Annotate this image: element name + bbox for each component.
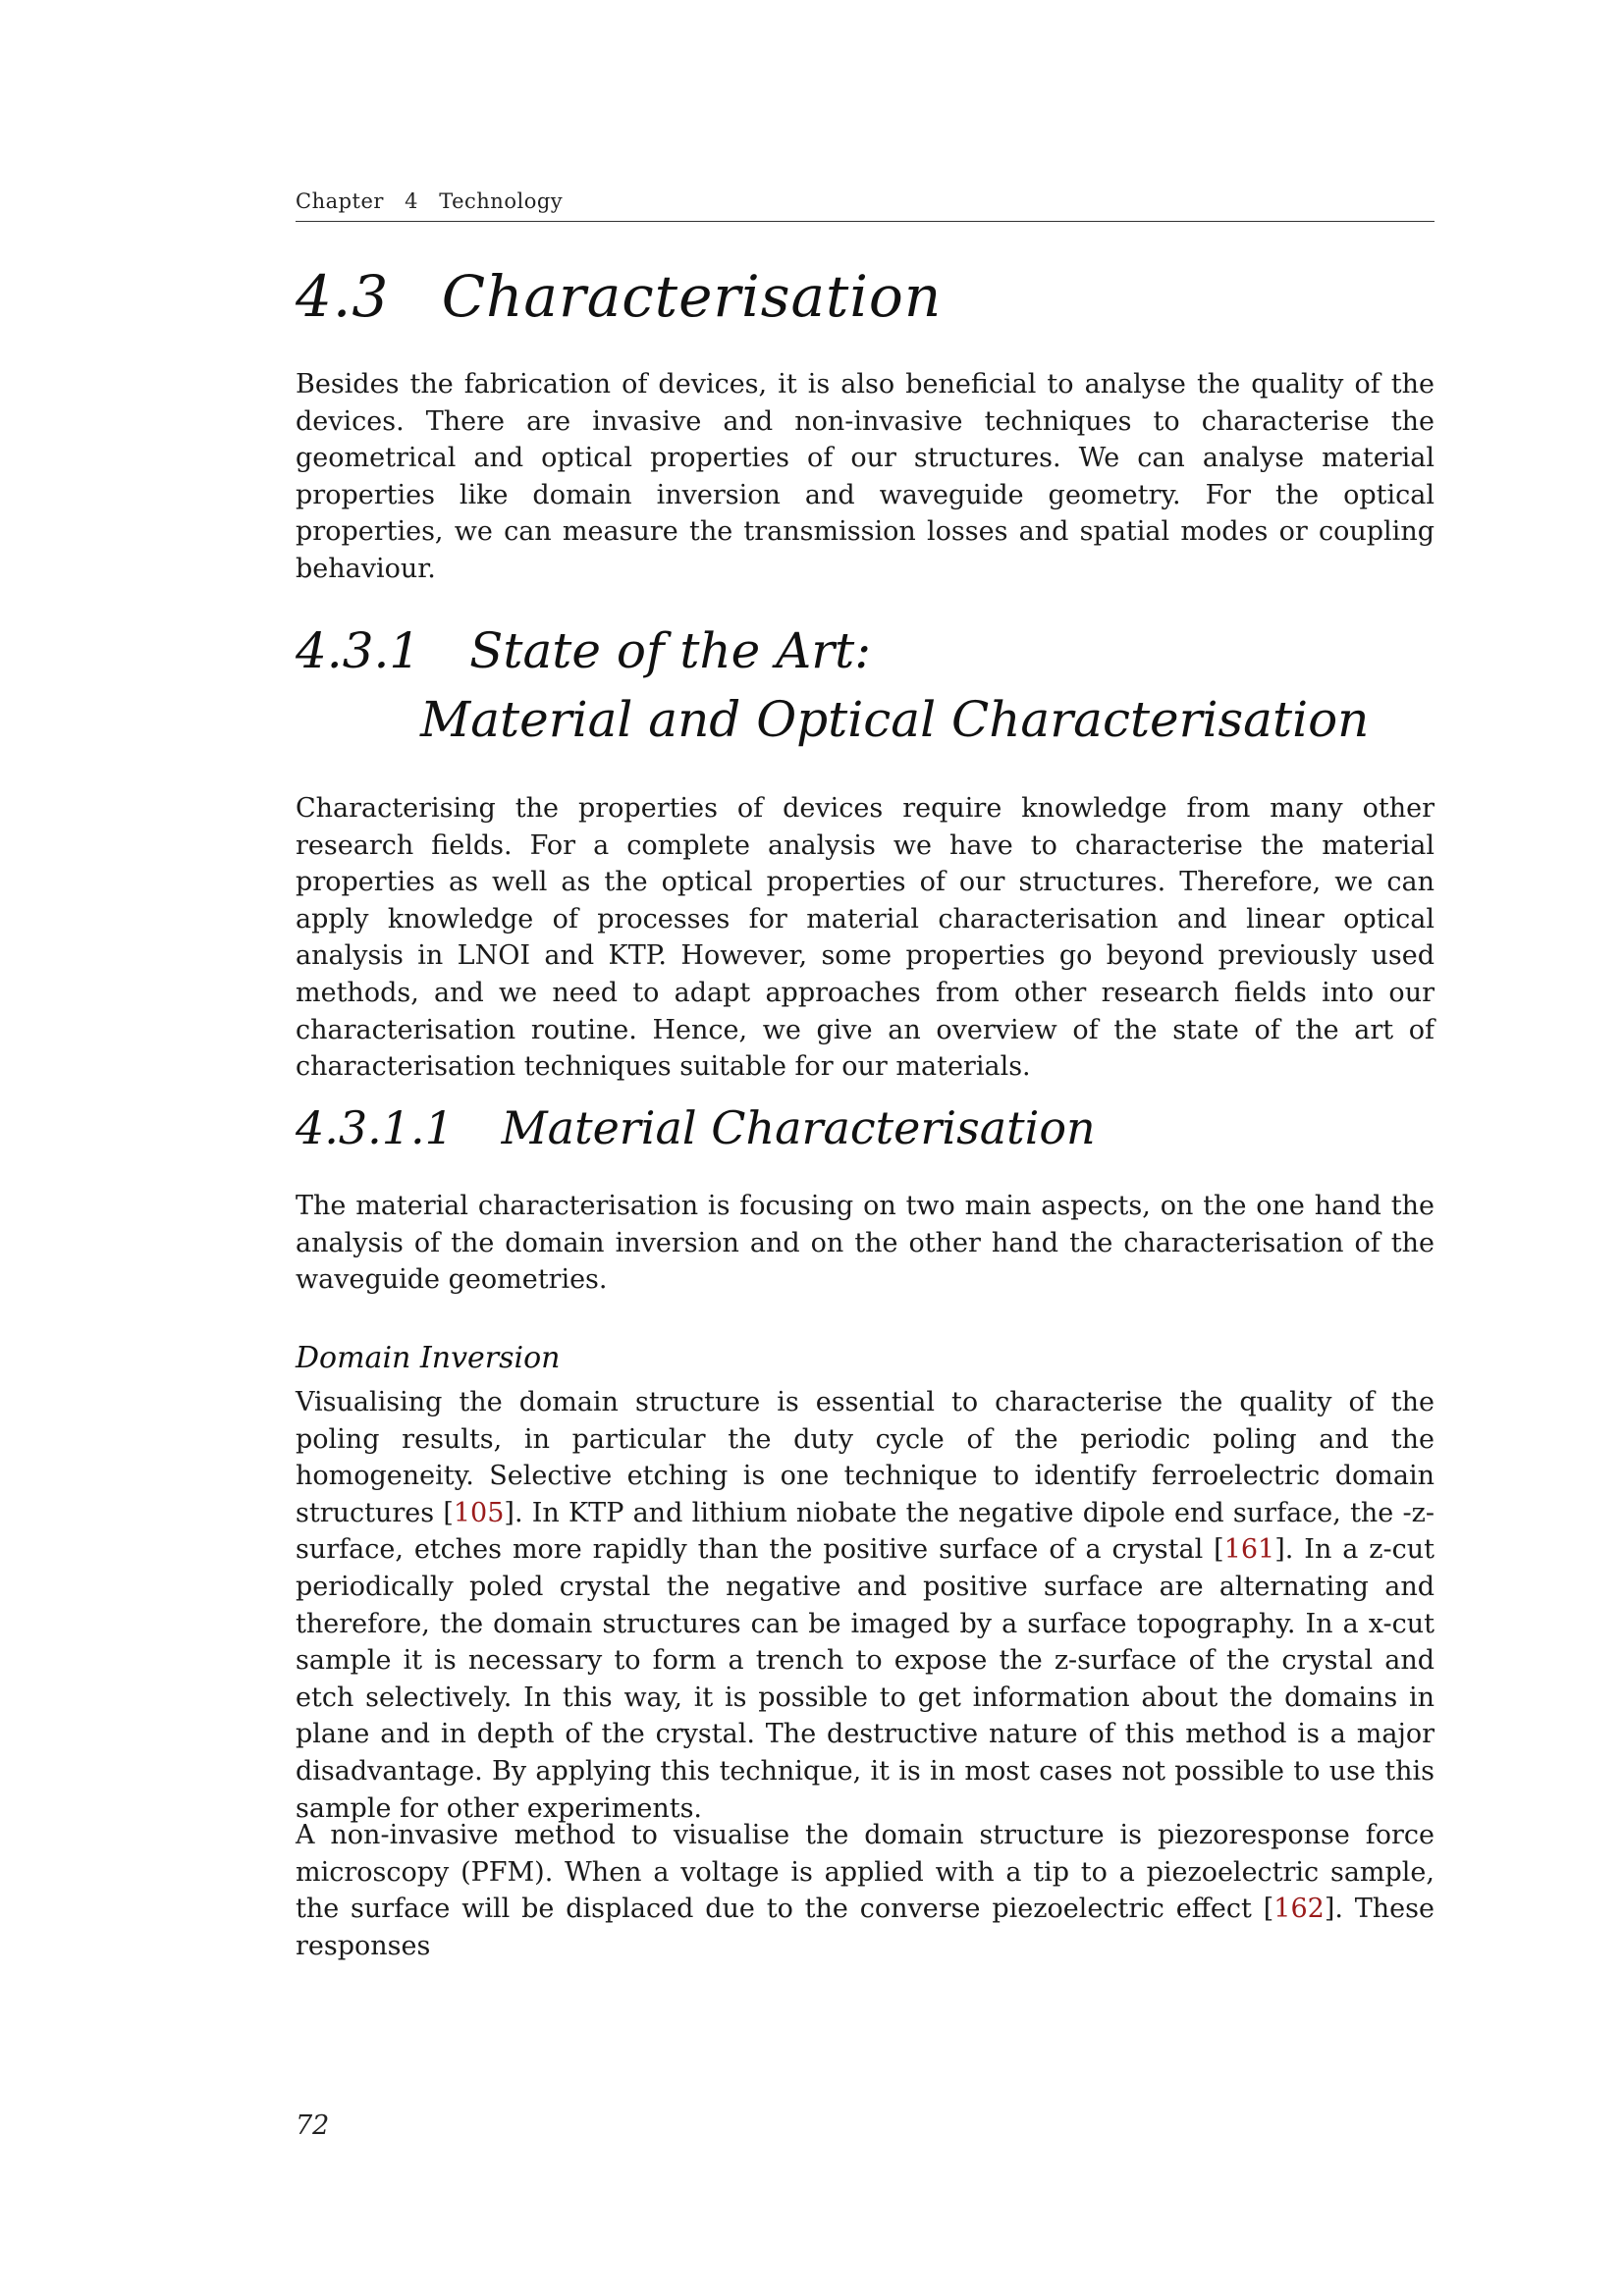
text-run: Visualising the domain structure is essential to characterise the quality of the poling results, in particular the duty cycle of the periodic poling and the homogeneity. Selective etching is one technique to identify ferroelectric domain structures [ [296, 1387, 1435, 1528]
chapter-title: Technology [439, 189, 564, 213]
section-title: Characterisation [441, 263, 943, 330]
subsection-paragraph: Characterising the properties of devices require knowledge from many other research fields. For a complete analysis we have to characterise the material properties as well as the optical properties of our structures. Therefore, we can apply knowledge of processes for material characterisation and linear optical analysis in LNOI and KTP. However, some properties go beyond previously used methods, and we need to adapt approaches from other research fields into our characterisation routine. Hence, we give an overview of the state of the art of characterisation techniques suitable for our materials. [296, 793, 1435, 1083]
subsection-heading [296, 616, 1369, 754]
chapter-number: 4 [405, 189, 419, 213]
section-number: 4.3 [296, 263, 390, 330]
subsubsection-title: Material Characterisation [501, 1101, 1096, 1154]
running-header [296, 189, 1435, 222]
subsection-number: 4.3.1 [296, 622, 421, 679]
subsubsection-paragraph: The material characterisation is focusing on two main aspects, on the one hand the analysis of the domain inversion and on the other hand the characterisation of the waveguide geometries. [296, 1191, 1435, 1296]
section-heading [296, 263, 942, 330]
text-run: ]. These responses [296, 1894, 1435, 1961]
paragraph-heading-domain-inversion: Domain Inversion [296, 1341, 561, 1375]
citation-link[interactable]: 105 [453, 1497, 505, 1528]
subsubsection-heading [296, 1101, 1096, 1154]
text-run: A non-invasive method to visualise the domain structure is piezoresponse force microscopy (PFM). When a voltage is applied with a tip to a piezoelectric sample, the surface will be displaced due to the converse piezoelectric effect [ [296, 1820, 1435, 1925]
page-number: 72 [296, 2110, 330, 2141]
text-run: ]. In a z-cut periodically poled crystal the negative and positive surface are alternating and therefore, the domain structures can be imaged by a surface topography. In a x-cut sample it is necessary to form a trench to expose the z-surface of the crystal and etch selectively. In this way, it is possible to get information about the domains in plane and in depth of the crystal. The destructive nature of this method is a major disadvantage. By applying this technique, it is in most cases not possible to use this sample for other experiments. [296, 1534, 1435, 1824]
text-run: ]. In KTP and lithium niobate the negative dipole end surface, the -z-surface, etches more rapidly than the positive surface of a crystal [ [296, 1497, 1435, 1566]
subsection-title-line2: Material and Optical Characterisation [420, 691, 1370, 748]
section-intro-paragraph: Besides the fabrication of devices, it is also beneficial to analyse the quality of the devices. There are invasive and non-invasive techniques to characterise the geometrical and optical properties of our structures. We can analyse material properties like domain inversion and waveguide geometry. For the optical properties, we can measure the transmission losses and spatial modes or coupling behaviour. [296, 369, 1435, 584]
citation-link[interactable]: 161 [1223, 1534, 1275, 1566]
domain-inversion-paragraph-2 [296, 1817, 1435, 1964]
chapter-label: Chapter [296, 189, 384, 213]
citation-link[interactable]: 162 [1273, 1894, 1325, 1925]
subsection-title-line1: State of the Art: [469, 622, 872, 679]
subsubsection-number: 4.3.1.1 [296, 1101, 454, 1154]
document-page [296, 0, 1435, 2296]
domain-inversion-paragraph-1 [296, 1384, 1435, 1827]
